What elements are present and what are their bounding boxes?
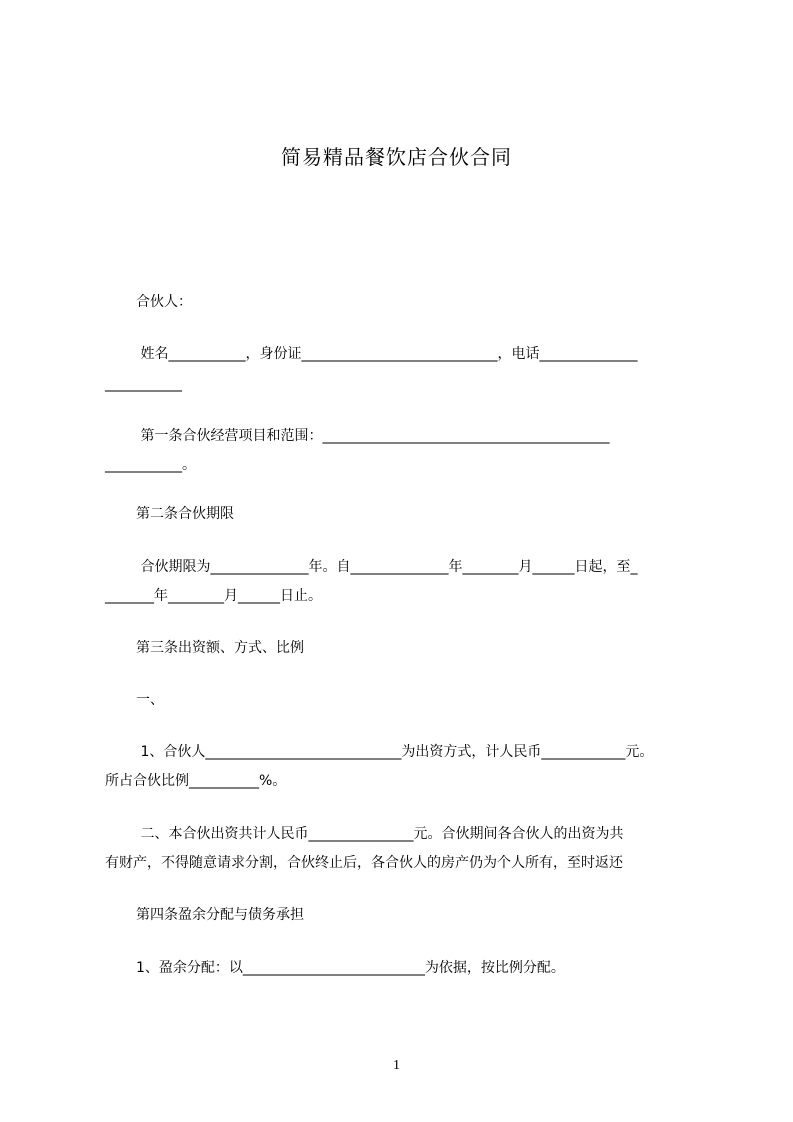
contribution-line: 1、合伙人____________________________为出资方式，计人民币____________元。 [136, 744, 654, 760]
page-number: 1 [393, 1058, 400, 1073]
total-contribution-line-continued: 有财产，不得随意请求分割，合伙终止后，各合伙人的房产仍为个人所有，至时返还 [105, 855, 623, 871]
contribution-line-continued: 所占合伙比例__________%。 [105, 773, 287, 789]
article-three-heading: 第三条出资额、方式、比例 [136, 640, 304, 656]
partners-heading: 合伙人： [136, 294, 192, 310]
article-two-heading: 第二条合伙期限 [136, 506, 234, 522]
document-title: 简易精品餐饮店合伙合同 [281, 145, 512, 169]
section-one-label: 一、 [136, 692, 164, 708]
article-one-line-continued: ___________。 [105, 457, 196, 473]
profit-distribution-line: 1、盈余分配：以__________________________为依据，按比例分配。 [136, 960, 565, 976]
article-four-heading: 第四条盈余分配与债务承担 [136, 907, 304, 923]
article-one-line: 第一条合伙经营项目和范围：_________________________________________ [136, 428, 610, 444]
partner-info-line-continued: ___________ [105, 376, 182, 392]
term-line: 合伙期限为______________年。自______________年________月______日起，至_ [136, 559, 638, 575]
term-line-continued: _______年________月______日止。 [105, 588, 322, 604]
partner-info-line: 姓名___________，身份证____________________________，电话______________ [136, 346, 638, 362]
total-contribution-line: 二、本合伙出资共计人民币_______________元。合伙期间各合伙人的出资为共 [136, 826, 624, 842]
